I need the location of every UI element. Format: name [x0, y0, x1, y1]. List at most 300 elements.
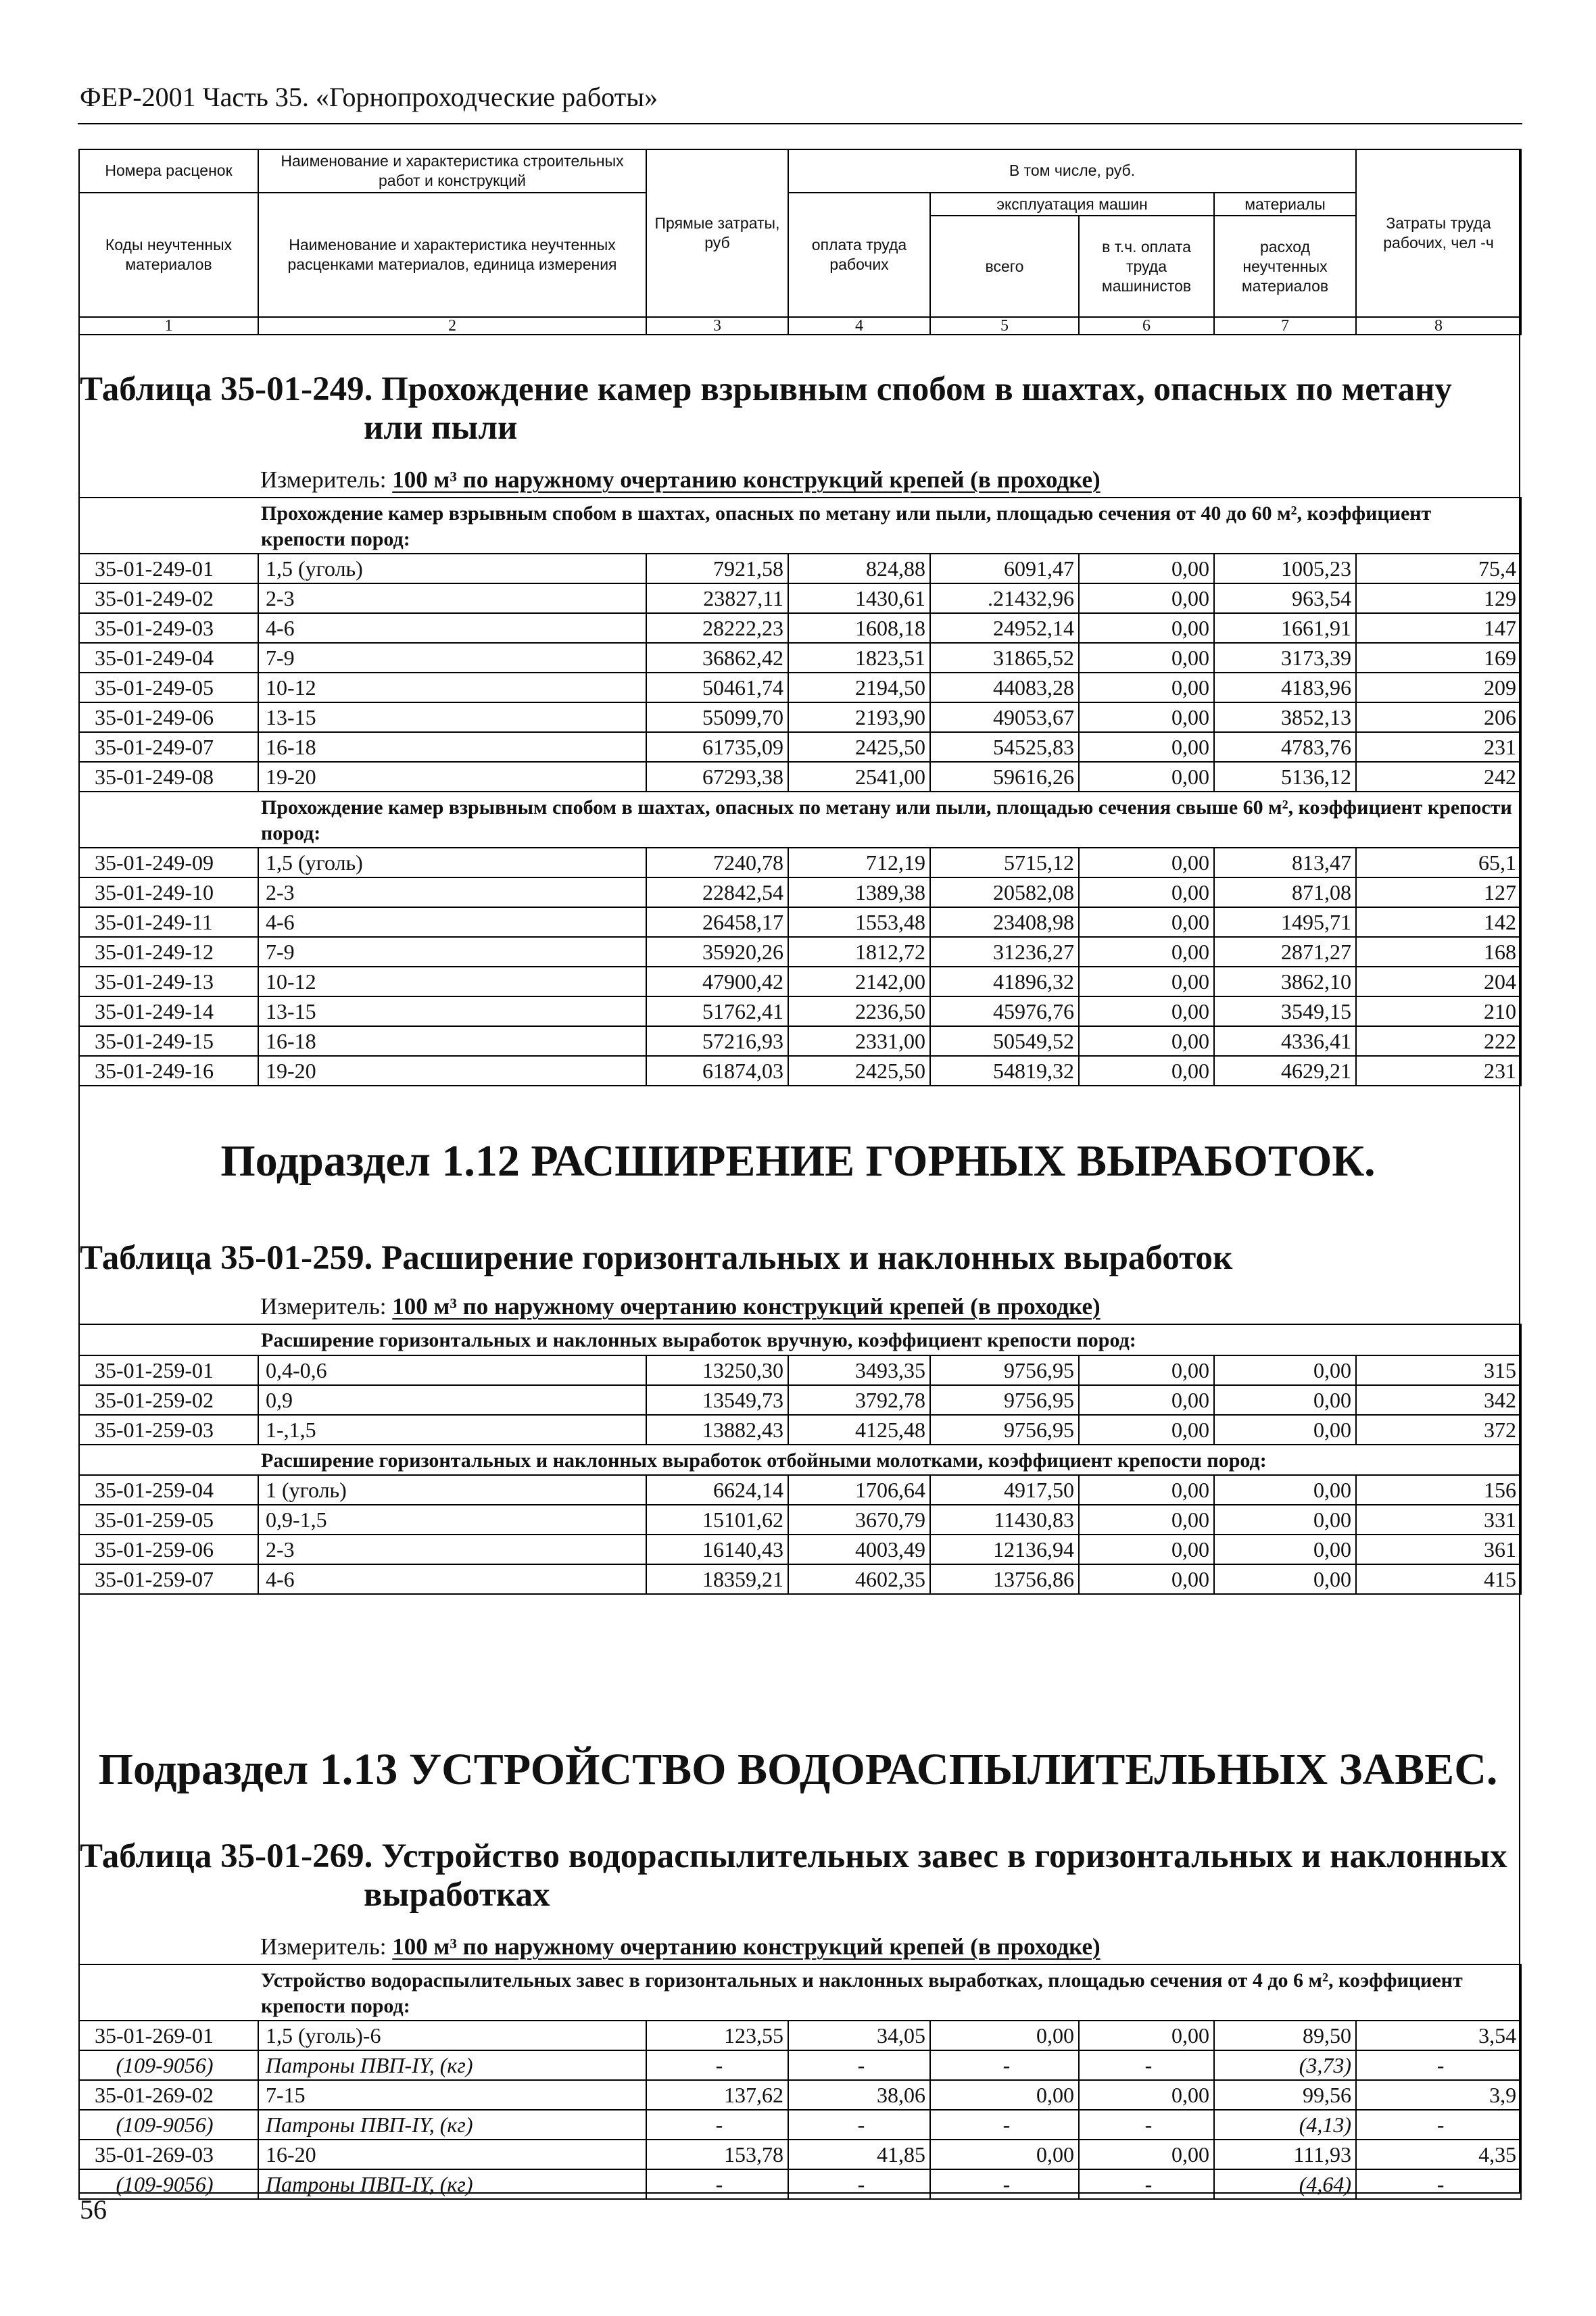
- group-header-row: [79, 792, 1521, 848]
- rate-code-cell: (109-9056): [79, 2169, 258, 2199]
- col-number: 8: [1356, 317, 1521, 335]
- direct-costs-cell: -: [646, 2050, 788, 2080]
- machinist-wages-cell: -: [1079, 2110, 1214, 2140]
- work-name-cell: 4-6: [258, 1564, 646, 1594]
- table-row: [79, 1415, 1521, 1445]
- col-header-including: В том числе, руб.: [788, 149, 1356, 193]
- labor-cell: 222: [1356, 1026, 1521, 1056]
- wages-cell: 1823,51: [788, 643, 930, 673]
- work-name-cell: 4-6: [258, 907, 646, 937]
- table-row: [79, 1564, 1521, 1594]
- materials-cell: 89,50: [1214, 2021, 1356, 2050]
- table-269: [78, 1964, 1522, 2200]
- machinist-wages-cell: 0,00: [1079, 1385, 1214, 1415]
- labor-cell: 142: [1356, 907, 1521, 937]
- machines-total-cell: 12136,94: [930, 1535, 1079, 1564]
- work-name-cell: 2-3: [258, 877, 646, 907]
- machines-total-cell: 4917,50: [930, 1475, 1079, 1505]
- labor-cell: 156: [1356, 1475, 1521, 1505]
- col-header-materials: материалы: [1214, 193, 1356, 216]
- table-249-measure: Измеритель: 100 м³ по наружному очертанию конструкций крепей (в проходке): [260, 466, 1101, 493]
- col-header-wages: оплата труда рабочих: [788, 193, 930, 318]
- machinist-wages-cell: 0,00: [1079, 937, 1214, 967]
- machines-total-cell: 54819,32: [930, 1056, 1079, 1086]
- rate-code-cell: 35-01-249-05: [79, 673, 258, 702]
- table-row: [79, 583, 1521, 613]
- materials-cell: 111,93: [1214, 2140, 1356, 2169]
- table-249-title: Таблица 35-01-249. Прохождение камер взрывным спобом в шахтах, опасных по метану или пыли: [80, 370, 1452, 448]
- rate-code-cell: 35-01-249-16: [79, 1056, 258, 1086]
- table-row: [79, 877, 1521, 907]
- rate-code-cell: 35-01-259-03: [79, 1415, 258, 1445]
- labor-cell: 65,1: [1356, 848, 1521, 877]
- group-header-row: [79, 1445, 1521, 1476]
- group-header-spacer: [79, 1445, 258, 1476]
- work-name-cell: 19-20: [258, 762, 646, 792]
- labor-cell: 242: [1356, 762, 1521, 792]
- work-name-cell: 1,5 (уголь)-6: [258, 2021, 646, 2050]
- table-row: [79, 996, 1521, 1026]
- material-row: [79, 2169, 1521, 2199]
- direct-costs-cell: 55099,70: [646, 702, 788, 732]
- direct-costs-cell: 137,62: [646, 2080, 788, 2110]
- table-269-title: Таблица 35-01-269. Устройство водораспылительных завес в горизонтальных и наклонных выработках: [80, 1837, 1507, 1914]
- labor-cell: 169: [1356, 643, 1521, 673]
- subsection-1-12: Подраздел 1.12 РАСШИРЕНИЕ ГОРНЫХ ВЫРАБОТОК.: [220, 1136, 1376, 1186]
- direct-costs-cell: 67293,38: [646, 762, 788, 792]
- labor-cell: -: [1356, 2169, 1521, 2199]
- work-name-cell: Патроны ПВП-IY, (кг): [258, 2110, 646, 2140]
- work-name-cell: 7-9: [258, 643, 646, 673]
- machinist-wages-cell: 0,00: [1079, 1415, 1214, 1445]
- table-row: [79, 554, 1521, 583]
- machinist-wages-cell: 0,00: [1079, 967, 1214, 996]
- machinist-wages-cell: -: [1079, 2169, 1214, 2199]
- direct-costs-cell: 15101,62: [646, 1505, 788, 1535]
- direct-costs-cell: -: [646, 2110, 788, 2140]
- rate-code-cell: 35-01-259-05: [79, 1505, 258, 1535]
- direct-costs-cell: 13250,30: [646, 1355, 788, 1385]
- machines-total-cell: 0,00: [930, 2080, 1079, 2110]
- machinist-wages-cell: 0,00: [1079, 1056, 1214, 1086]
- page-header: ФЕР-2001 Часть 35. «Горнопроходческие работы»: [80, 82, 658, 112]
- rate-code-cell: 35-01-259-06: [79, 1535, 258, 1564]
- machinist-wages-cell: 0,00: [1079, 1535, 1214, 1564]
- materials-cell: 1661,91: [1214, 613, 1356, 643]
- machinist-wages-cell: 0,00: [1079, 2021, 1214, 2050]
- labor-cell: 342: [1356, 1385, 1521, 1415]
- labor-cell: 168: [1356, 937, 1521, 967]
- labor-cell: 206: [1356, 702, 1521, 732]
- table-row: [79, 848, 1521, 877]
- labor-cell: 3,9: [1356, 2080, 1521, 2110]
- labor-cell: -: [1356, 2050, 1521, 2080]
- group-header-spacer: [79, 1324, 258, 1355]
- rate-code-cell: 35-01-249-01: [79, 554, 258, 583]
- rate-code-cell: 35-01-249-07: [79, 732, 258, 762]
- group-header-spacer: [79, 792, 258, 848]
- table-row: [79, 702, 1521, 732]
- table-row: [79, 937, 1521, 967]
- table-row: [79, 732, 1521, 762]
- labor-cell: 210: [1356, 996, 1521, 1026]
- wages-cell: 2236,50: [788, 996, 930, 1026]
- work-name-cell: 4-6: [258, 613, 646, 643]
- machinist-wages-cell: 0,00: [1079, 1355, 1214, 1385]
- direct-costs-cell: 23827,11: [646, 583, 788, 613]
- direct-costs-cell: 13549,73: [646, 1385, 788, 1415]
- col-number: 7: [1214, 317, 1356, 335]
- machinist-wages-cell: 0,00: [1079, 2140, 1214, 2169]
- labor-cell: 361: [1356, 1535, 1521, 1564]
- direct-costs-cell: 6624,14: [646, 1475, 788, 1505]
- materials-cell: (4,13): [1214, 2110, 1356, 2140]
- materials-cell: 813,47: [1214, 848, 1356, 877]
- machinist-wages-cell: 0,00: [1079, 2080, 1214, 2110]
- wages-cell: 2142,00: [788, 967, 930, 996]
- rate-code-cell: 35-01-249-04: [79, 643, 258, 673]
- machinist-wages-cell: 0,00: [1079, 732, 1214, 762]
- machinist-wages-cell: 0,00: [1079, 583, 1214, 613]
- machinist-wages-cell: 0,00: [1079, 1475, 1214, 1505]
- col-number: 1: [79, 317, 258, 335]
- wages-cell: 1430,61: [788, 583, 930, 613]
- machines-total-cell: -: [930, 2169, 1079, 2199]
- wages-cell: 2331,00: [788, 1026, 930, 1056]
- direct-costs-cell: 47900,42: [646, 967, 788, 996]
- wages-cell: 1553,48: [788, 907, 930, 937]
- machines-total-cell: 50549,52: [930, 1026, 1079, 1056]
- machines-total-cell: 9756,95: [930, 1385, 1079, 1415]
- materials-cell: 4629,21: [1214, 1056, 1356, 1086]
- rate-code-cell: 35-01-249-02: [79, 583, 258, 613]
- direct-costs-cell: 7240,78: [646, 848, 788, 877]
- wages-cell: 4003,49: [788, 1535, 930, 1564]
- group-header-row: [79, 498, 1521, 554]
- work-name-cell: 16-18: [258, 1026, 646, 1056]
- wages-cell: 2425,50: [788, 732, 930, 762]
- machines-total-cell: 9756,95: [930, 1355, 1079, 1385]
- wages-cell: 2194,50: [788, 673, 930, 702]
- labor-cell: 372: [1356, 1415, 1521, 1445]
- machinist-wages-cell: 0,00: [1079, 613, 1214, 643]
- col-number: 2: [258, 317, 646, 335]
- materials-cell: (4,64): [1214, 2169, 1356, 2199]
- machines-total-cell: 45976,76: [930, 996, 1079, 1026]
- materials-cell: (3,73): [1214, 2050, 1356, 2080]
- machines-total-cell: 13756,86: [930, 1564, 1079, 1594]
- col-header-direct-costs: Прямые затраты, руб: [646, 149, 788, 317]
- table-row: [79, 1535, 1521, 1564]
- direct-costs-cell: 13882,43: [646, 1415, 788, 1445]
- machinist-wages-cell: -: [1079, 2050, 1214, 2080]
- rate-code-cell: 35-01-249-03: [79, 613, 258, 643]
- col-header-machinist-wages: в т.ч. оплата труда машинистов: [1079, 216, 1214, 317]
- materials-cell: 0,00: [1214, 1415, 1356, 1445]
- rate-code-cell: 35-01-249-12: [79, 937, 258, 967]
- work-name-cell: 0,9: [258, 1385, 646, 1415]
- labor-cell: 209: [1356, 673, 1521, 702]
- materials-cell: 3173,39: [1214, 643, 1356, 673]
- rate-code-cell: 35-01-269-03: [79, 2140, 258, 2169]
- materials-cell: 871,08: [1214, 877, 1356, 907]
- labor-cell: -: [1356, 2110, 1521, 2140]
- wages-cell: 3493,35: [788, 1355, 930, 1385]
- wages-cell: 1706,64: [788, 1475, 930, 1505]
- column-header-table: [78, 149, 1522, 335]
- rate-code-cell: 35-01-249-09: [79, 848, 258, 877]
- table-259-measure: Измеритель: 100 м³ по наружному очертанию конструкций крепей (в проходке): [260, 1293, 1101, 1320]
- group-header-text: Устройство водораспылительных завес в горизонтальных и наклонных выработках, площадью сечения от 4 до 6 м², коэффициент крепости пород:: [258, 1964, 1521, 2021]
- machines-total-cell: 20582,08: [930, 877, 1079, 907]
- rate-code-cell: 35-01-249-13: [79, 967, 258, 996]
- machinist-wages-cell: 0,00: [1079, 554, 1214, 583]
- wages-cell: 824,88: [788, 554, 930, 583]
- machines-total-cell: 6091,47: [930, 554, 1079, 583]
- wages-cell: 3792,78: [788, 1385, 930, 1415]
- machines-total-cell: 54525,83: [930, 732, 1079, 762]
- work-name-cell: 1,5 (уголь): [258, 554, 646, 583]
- machines-total-cell: 5715,12: [930, 848, 1079, 877]
- machines-total-cell: 0,00: [930, 2140, 1079, 2169]
- direct-costs-cell: 51762,41: [646, 996, 788, 1026]
- materials-cell: 99,56: [1214, 2080, 1356, 2110]
- work-name-cell: 0,9-1,5: [258, 1505, 646, 1535]
- work-name-cell: Патроны ПВП-IY, (кг): [258, 2169, 646, 2199]
- direct-costs-cell: 153,78: [646, 2140, 788, 2169]
- materials-cell: 0,00: [1214, 1505, 1356, 1535]
- work-name-cell: 7-9: [258, 937, 646, 967]
- machinist-wages-cell: 0,00: [1079, 702, 1214, 732]
- direct-costs-cell: 18359,21: [646, 1564, 788, 1594]
- labor-cell: 127: [1356, 877, 1521, 907]
- wages-cell: 1812,72: [788, 937, 930, 967]
- direct-costs-cell: 7921,58: [646, 554, 788, 583]
- table-row: [79, 1505, 1521, 1535]
- wages-cell: -: [788, 2050, 930, 2080]
- table-row: [79, 2080, 1521, 2110]
- wages-cell: 1608,18: [788, 613, 930, 643]
- work-name-cell: 10-12: [258, 967, 646, 996]
- materials-cell: 5136,12: [1214, 762, 1356, 792]
- wages-cell: -: [788, 2110, 930, 2140]
- labor-cell: 75,4: [1356, 554, 1521, 583]
- table-row: [79, 673, 1521, 702]
- rate-code-cell: 35-01-249-10: [79, 877, 258, 907]
- wages-cell: 38,06: [788, 2080, 930, 2110]
- rate-code-cell: 35-01-269-01: [79, 2021, 258, 2050]
- labor-cell: 147: [1356, 613, 1521, 643]
- wages-cell: 1389,38: [788, 877, 930, 907]
- wages-cell: 712,19: [788, 848, 930, 877]
- work-name-cell: 16-18: [258, 732, 646, 762]
- wages-cell: 2193,90: [788, 702, 930, 732]
- materials-cell: 1005,23: [1214, 554, 1356, 583]
- direct-costs-cell: 16140,43: [646, 1535, 788, 1564]
- direct-costs-cell: 26458,17: [646, 907, 788, 937]
- material-row: [79, 2110, 1521, 2140]
- rate-code-cell: 35-01-249-11: [79, 907, 258, 937]
- rate-code-cell: 35-01-259-04: [79, 1475, 258, 1505]
- machinist-wages-cell: 0,00: [1079, 1026, 1214, 1056]
- machines-total-cell: 59616,26: [930, 762, 1079, 792]
- machinist-wages-cell: 0,00: [1079, 762, 1214, 792]
- table-259: [78, 1324, 1522, 1595]
- wages-cell: 4602,35: [788, 1564, 930, 1594]
- direct-costs-cell: 35920,26: [646, 937, 788, 967]
- table-row: [79, 1026, 1521, 1056]
- machinist-wages-cell: 0,00: [1079, 907, 1214, 937]
- wages-cell: 34,05: [788, 2021, 930, 2050]
- direct-costs-cell: 61735,09: [646, 732, 788, 762]
- col-header-rate-numbers: Номера расценок: [79, 149, 258, 193]
- work-name-cell: 1 (уголь): [258, 1475, 646, 1505]
- machinist-wages-cell: 0,00: [1079, 877, 1214, 907]
- machinist-wages-cell: 0,00: [1079, 996, 1214, 1026]
- machines-total-cell: 44083,28: [930, 673, 1079, 702]
- machines-total-cell: 31865,52: [930, 643, 1079, 673]
- table-row: [79, 1056, 1521, 1086]
- direct-costs-cell: 61874,03: [646, 1056, 788, 1086]
- machines-total-cell: 49053,67: [930, 702, 1079, 732]
- col-number: 6: [1079, 317, 1214, 335]
- machines-total-cell: 24952,14: [930, 613, 1079, 643]
- materials-cell: 3852,13: [1214, 702, 1356, 732]
- table-row: [79, 613, 1521, 643]
- materials-cell: 0,00: [1214, 1564, 1356, 1594]
- work-name-cell: 7-15: [258, 2080, 646, 2110]
- wages-cell: 2425,50: [788, 1056, 930, 1086]
- group-header-row: [79, 1964, 1521, 2021]
- machinist-wages-cell: 0,00: [1079, 1505, 1214, 1535]
- labor-cell: 3,54: [1356, 2021, 1521, 2050]
- table-row: [79, 1385, 1521, 1415]
- direct-costs-cell: 123,55: [646, 2021, 788, 2050]
- materials-cell: 4783,76: [1214, 732, 1356, 762]
- table-259-title: Таблица 35-01-259. Расширение горизонтальных и наклонных выработок: [80, 1239, 1233, 1277]
- col-header-machines-total: всего: [930, 216, 1079, 317]
- col-number: 4: [788, 317, 930, 335]
- work-name-cell: 16-20: [258, 2140, 646, 2169]
- group-header-row: [79, 1324, 1521, 1355]
- group-header-text: Прохождение камер взрывным спобом в шахтах, опасных по метану или пыли, площадью сечения от 40 до 60 м², коэффициент крепости пород:: [258, 498, 1521, 554]
- rate-code-cell: 35-01-249-08: [79, 762, 258, 792]
- rate-code-cell: (109-9056): [79, 2110, 258, 2140]
- rate-code-cell: 35-01-259-07: [79, 1564, 258, 1594]
- rate-code-cell: 35-01-259-02: [79, 1385, 258, 1415]
- labor-cell: 231: [1356, 732, 1521, 762]
- machines-total-cell: 9756,95: [930, 1415, 1079, 1445]
- wages-cell: -: [788, 2169, 930, 2199]
- machines-total-cell: -: [930, 2050, 1079, 2080]
- wages-cell: 41,85: [788, 2140, 930, 2169]
- table-row: [79, 2140, 1521, 2169]
- col-header-labor: Затраты труда рабочих, чел -ч: [1356, 149, 1521, 317]
- rate-code-cell: 35-01-249-06: [79, 702, 258, 732]
- machines-total-cell: 41896,32: [930, 967, 1079, 996]
- direct-costs-cell: 50461,74: [646, 673, 788, 702]
- machines-total-cell: 23408,98: [930, 907, 1079, 937]
- rate-code-cell: 35-01-249-14: [79, 996, 258, 1026]
- materials-cell: 2871,27: [1214, 937, 1356, 967]
- machinist-wages-cell: 0,00: [1079, 673, 1214, 702]
- col-header-work-name: Наименование и характеристика строительных работ и конструкций: [258, 149, 646, 193]
- table-269-measure: Измеритель: 100 м³ по наружному очертанию конструкций крепей (в проходке): [260, 1933, 1101, 1960]
- group-header-text: Прохождение камер взрывным спобом в шахтах, опасных по метану или пыли, площадью сечения свыше 60 м², коэффициент крепости пород:: [258, 792, 1521, 848]
- rate-code-cell: 35-01-259-01: [79, 1355, 258, 1385]
- col-number: 3: [646, 317, 788, 335]
- materials-cell: 4183,96: [1214, 673, 1356, 702]
- labor-cell: 4,35: [1356, 2140, 1521, 2169]
- group-header-text: Расширение горизонтальных и наклонных выработок вручную, коэффициент крепости пород:: [258, 1324, 1521, 1355]
- work-name-cell: 1-,1,5: [258, 1415, 646, 1445]
- direct-costs-cell: 57216,93: [646, 1026, 788, 1056]
- col-header-material-codes: Коды неучтенных материалов: [79, 193, 258, 318]
- labor-cell: 204: [1356, 967, 1521, 996]
- wages-cell: 4125,48: [788, 1415, 930, 1445]
- work-name-cell: 19-20: [258, 1056, 646, 1086]
- table-row: [79, 967, 1521, 996]
- work-name-cell: 13-15: [258, 996, 646, 1026]
- table-249: [78, 497, 1522, 1086]
- col-header-machines: эксплуатация машин: [930, 193, 1214, 216]
- group-header-spacer: [79, 1964, 258, 2021]
- labor-cell: 129: [1356, 583, 1521, 613]
- work-name-cell: 1,5 (уголь): [258, 848, 646, 877]
- material-row: [79, 2050, 1521, 2080]
- materials-cell: 3862,10: [1214, 967, 1356, 996]
- direct-costs-cell: -: [646, 2169, 788, 2199]
- materials-cell: 0,00: [1214, 1385, 1356, 1415]
- table-row: [79, 907, 1521, 937]
- materials-cell: 0,00: [1214, 1355, 1356, 1385]
- materials-cell: 0,00: [1214, 1535, 1356, 1564]
- materials-cell: 3549,15: [1214, 996, 1356, 1026]
- col-header-material-name: Наименование и характеристика неучтенных расценками материалов, единица измерения: [258, 193, 646, 318]
- table-row: [79, 1355, 1521, 1385]
- wages-cell: 2541,00: [788, 762, 930, 792]
- rate-code-cell: 35-01-269-02: [79, 2080, 258, 2110]
- page-number: 56: [80, 2194, 107, 2225]
- materials-cell: 1495,71: [1214, 907, 1356, 937]
- table-row: [79, 643, 1521, 673]
- col-header-material-usage: расход неучтенных материалов: [1214, 216, 1356, 317]
- work-name-cell: 13-15: [258, 702, 646, 732]
- rate-code-cell: 35-01-249-15: [79, 1026, 258, 1056]
- labor-cell: 315: [1356, 1355, 1521, 1385]
- work-name-cell: 10-12: [258, 673, 646, 702]
- machines-total-cell: -: [930, 2110, 1079, 2140]
- labor-cell: 331: [1356, 1505, 1521, 1535]
- direct-costs-cell: 22842,54: [646, 877, 788, 907]
- work-name-cell: Патроны ПВП-IY, (кг): [258, 2050, 646, 2080]
- header-rule: [78, 123, 1522, 124]
- machines-total-cell: .21432,96: [930, 583, 1079, 613]
- work-name-cell: 0,4-0,6: [258, 1355, 646, 1385]
- machines-total-cell: 11430,83: [930, 1505, 1079, 1535]
- table-row: [79, 1475, 1521, 1505]
- table-row: [79, 762, 1521, 792]
- col-number: 5: [930, 317, 1079, 335]
- labor-cell: 231: [1356, 1056, 1521, 1086]
- direct-costs-cell: 28222,23: [646, 613, 788, 643]
- subsection-1-13: Подраздел 1.13 УСТРОЙСТВО ВОДОРАСПЫЛИТЕЛЬНЫХ ЗАВЕС.: [98, 1745, 1498, 1794]
- machines-total-cell: 0,00: [930, 2021, 1079, 2050]
- group-header-spacer: [79, 498, 258, 554]
- machinist-wages-cell: 0,00: [1079, 848, 1214, 877]
- labor-cell: 415: [1356, 1564, 1521, 1594]
- work-name-cell: 2-3: [258, 583, 646, 613]
